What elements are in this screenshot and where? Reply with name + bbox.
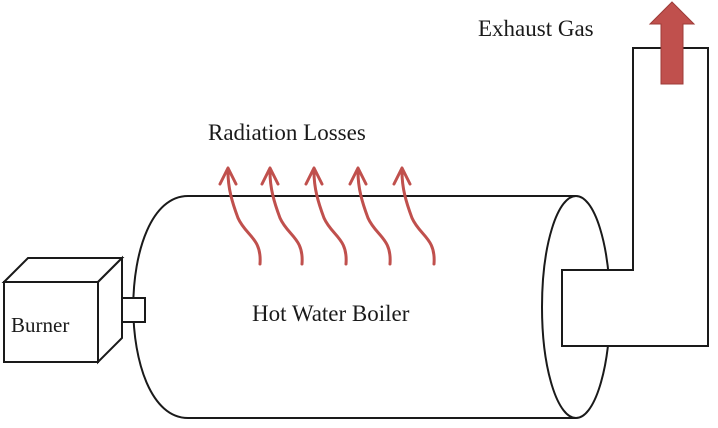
radiation-arrows: [220, 168, 434, 264]
burner-label: Burner: [11, 313, 70, 337]
hot-water-boiler-label: Hot Water Boiler: [252, 301, 410, 326]
radiation-arrow: [394, 168, 434, 264]
radiation-losses-label: Radiation Losses: [208, 120, 366, 145]
radiation-arrow: [262, 168, 302, 264]
radiation-arrow: [220, 168, 260, 264]
radiation-arrow: [306, 168, 346, 264]
burner-box: [4, 258, 122, 362]
exhaust-gas-label: Exhaust Gas: [478, 16, 594, 41]
exhaust-stack: [562, 48, 708, 346]
radiation-arrow: [350, 168, 390, 264]
